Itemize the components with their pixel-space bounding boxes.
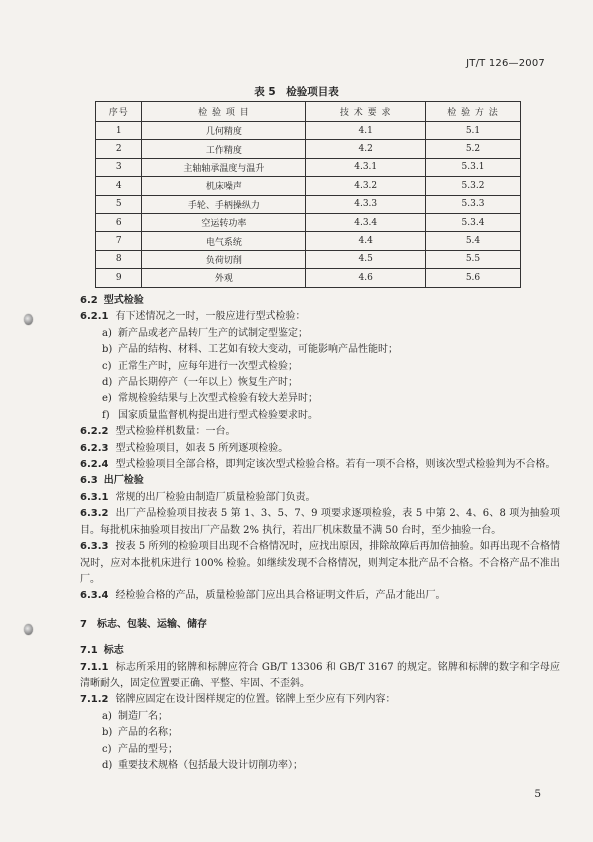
cell-item: 工作精度: [142, 140, 306, 158]
cell-serial: 8: [96, 250, 142, 268]
list-marker: f): [102, 409, 110, 421]
standard-number: JT/T 126—2007: [466, 58, 545, 69]
cell-item: 几何精度: [142, 122, 306, 140]
clause-text: 有下述情况之一时，一般应进行型式检验：: [115, 311, 306, 323]
chapter-title: 标志、包装、运输、储存: [96, 618, 207, 630]
cell-requirement: 4.3.2: [306, 177, 426, 195]
clause-number: 6.2.4: [80, 459, 109, 471]
clause-number: 6.3.1: [80, 491, 109, 503]
cell-requirement: 4.2: [306, 140, 426, 158]
list-item: [80, 359, 560, 375]
cell-method: 5.6: [426, 269, 521, 287]
cell-serial: 4: [96, 177, 142, 195]
table-row: [96, 232, 521, 250]
binding-hole-top: [24, 314, 33, 325]
clause-number: 6.2.3: [80, 442, 109, 454]
clause-6-2-1: [80, 309, 560, 325]
list-text: 产品长期停产（一年以上）恢复生产时；: [118, 377, 298, 389]
cell-requirement: 4.4: [306, 232, 426, 250]
cell-method: 5.1: [426, 122, 521, 140]
cell-item: 外观: [142, 269, 306, 287]
list-marker: d): [102, 759, 113, 771]
section-number: 6.3: [80, 475, 98, 487]
cell-requirement: 4.5: [306, 250, 426, 268]
section-heading-6-3: [80, 473, 560, 489]
list-item: [80, 391, 560, 407]
clause-number: 6.2.1: [80, 311, 109, 323]
clause-number: 6.3.4: [80, 590, 109, 602]
section-number: 6.2: [80, 295, 98, 306]
clause-number: 6.3.2: [80, 508, 109, 520]
list-marker: a): [102, 710, 112, 722]
list-text: 产品的名称；: [118, 727, 178, 739]
cell-serial: 5: [96, 195, 142, 213]
list-item: [80, 742, 560, 758]
list-item: [80, 725, 560, 741]
table-row: [96, 195, 521, 213]
table-header-row: [96, 102, 521, 122]
list-text: 制造厂名；: [118, 710, 168, 722]
list-text: 重要技术规格（包括最大设计切削功率）；: [118, 759, 303, 771]
table-row: [96, 250, 521, 268]
cell-method: 5.3.4: [426, 213, 521, 231]
list-text: 产品的结构、材料、工艺如有较大变动，可能影响产品性能时；: [118, 344, 398, 356]
clause-text: 铭牌应固定在设计图样规定的位置。铭牌上至少应有下列内容：: [115, 694, 396, 706]
cell-serial: 6: [96, 213, 142, 231]
clause-6-2-4: [80, 457, 560, 473]
section-heading-6-2: [80, 293, 560, 309]
clause-7-1-2: [80, 692, 560, 708]
clause-6-2-3: [80, 441, 560, 457]
cell-method: 5.3.3: [426, 195, 521, 213]
cell-requirement: 4.3.1: [306, 158, 426, 176]
list-marker: e): [102, 393, 112, 405]
list-item: [80, 408, 560, 424]
page-number: 5: [534, 788, 541, 800]
section-title: 型式检验: [103, 295, 144, 306]
binding-hole-bottom: [24, 624, 33, 635]
cell-method: 5.2: [426, 140, 521, 158]
list-marker: c): [102, 360, 112, 372]
clause-text: 按表 5 所列的检验项目出现不合格情况时，应找出原因，排除故障后再加倍抽验。如再出现不合格情况时，应对本批机床进行 100% 检验。如继续发现不合格情况，则判定本批产品不合格。不合格产品不准出厂。: [80, 541, 560, 585]
list-marker: b): [102, 344, 113, 356]
table-row: [96, 140, 521, 158]
section-title: 出厂检验: [103, 475, 144, 487]
inspection-items-table: [95, 101, 521, 288]
clause-text: 出厂产品检验项目按表 5 第 1、3、5、7、9 项要求逐项检验，表 5 中第 2、4、6、8 项为抽验项目。每批机床抽验项目按出厂产品数 2% 执行，若出厂机床数量不满 50 台时，至少抽验一台。: [80, 508, 560, 536]
table-row: [96, 269, 521, 287]
table-row: [96, 158, 521, 176]
list-item: [80, 326, 560, 342]
list-marker: c): [102, 743, 112, 755]
table-row: [96, 177, 521, 195]
table-title: 表 5 检验项目表: [254, 86, 339, 98]
cell-item: 主轴轴承温度与温升: [142, 158, 306, 176]
list-text: 国家质量监督机构提出进行型式检验要求时。: [118, 409, 318, 421]
column-header-method: 检 验 方 法: [426, 102, 521, 122]
list-text: 新产品或老产品转厂生产的试制定型鉴定；: [118, 327, 308, 339]
section-heading-7-1: [80, 643, 560, 659]
cell-item: 空运转功率: [142, 213, 306, 231]
cell-serial: 3: [96, 158, 142, 176]
list-item: [80, 375, 560, 391]
cell-item: 机床噪声: [142, 177, 306, 195]
cell-requirement: 4.1: [306, 122, 426, 140]
clause-number: 6.2.2: [80, 426, 109, 438]
clause-text: 经检验合格的产品，质量检验部门应出具合格证明文件后，产品才能出厂。: [115, 590, 446, 602]
list-text: 常规检验结果与上次型式检验有较大差异时；: [118, 393, 318, 405]
section-title: 标志: [103, 645, 124, 657]
clause-7-1-1: [80, 660, 560, 693]
list-item: [80, 758, 560, 774]
clause-6-3-2: [80, 506, 560, 539]
cell-requirement: 4.6: [306, 269, 426, 287]
clause-6-2-2: [80, 424, 560, 440]
clause-text: 型式检验样机数量：一台。: [115, 426, 236, 438]
cell-requirement: 4.3.3: [306, 195, 426, 213]
clause-text: 型式检验项目全部合格，即判定该次型式检验合格。若有一项不合格，则该次型式检验判为不合格。: [115, 459, 556, 471]
cell-method: 5.3.2: [426, 177, 521, 195]
document-body: [80, 293, 560, 774]
list-marker: a): [102, 327, 112, 339]
clause-number: 7.1.2: [80, 694, 109, 706]
chapter-heading-7: [80, 617, 560, 633]
cell-method: 5.4: [426, 232, 521, 250]
column-header-item: 检 验 项 目: [142, 102, 306, 122]
column-header-requirement: 技 术 要 求: [306, 102, 426, 122]
column-header-serial: 序号: [96, 102, 142, 122]
cell-item: 手轮、手柄操纵力: [142, 195, 306, 213]
clause-6-3-4: [80, 588, 560, 604]
cell-serial: 2: [96, 140, 142, 158]
clause-number: 6.3.3: [80, 541, 109, 553]
clause-6-3-1: [80, 490, 560, 506]
cell-method: 5.3.1: [426, 158, 521, 176]
cell-method: 5.5: [426, 250, 521, 268]
list-text: 正常生产时，应每年进行一次型式检验；: [118, 360, 298, 372]
section-number: 7.1: [80, 645, 98, 657]
cell-serial: 7: [96, 232, 142, 250]
cell-serial: 1: [96, 122, 142, 140]
cell-serial: 9: [96, 269, 142, 287]
clause-6-3-3: [80, 539, 560, 588]
list-item: [80, 709, 560, 725]
clause-text: 常规的出厂检验由制造厂质量检验部门负责。: [115, 491, 316, 503]
clause-number: 7.1.1: [80, 661, 109, 673]
clause-text: 标志所采用的铭牌和标牌应符合 GB/T 13306 和 GB/T 3167 的规定。铭牌和标牌的数字和字母应清晰耐久，固定位置要正确、平整、牢固、不歪斜。: [80, 661, 560, 689]
cell-item: 电气系统: [142, 232, 306, 250]
cell-requirement: 4.3.4: [306, 213, 426, 231]
list-item: [80, 342, 560, 358]
list-marker: b): [102, 727, 113, 739]
table-row: [96, 213, 521, 231]
cell-item: 负荷切削: [142, 250, 306, 268]
table-row: [96, 122, 521, 140]
list-text: 产品的型号；: [118, 743, 178, 755]
clause-text: 型式检验项目，如表 5 所列逐项检验。: [115, 442, 289, 454]
list-marker: d): [102, 377, 113, 389]
chapter-number: 7: [80, 618, 87, 630]
